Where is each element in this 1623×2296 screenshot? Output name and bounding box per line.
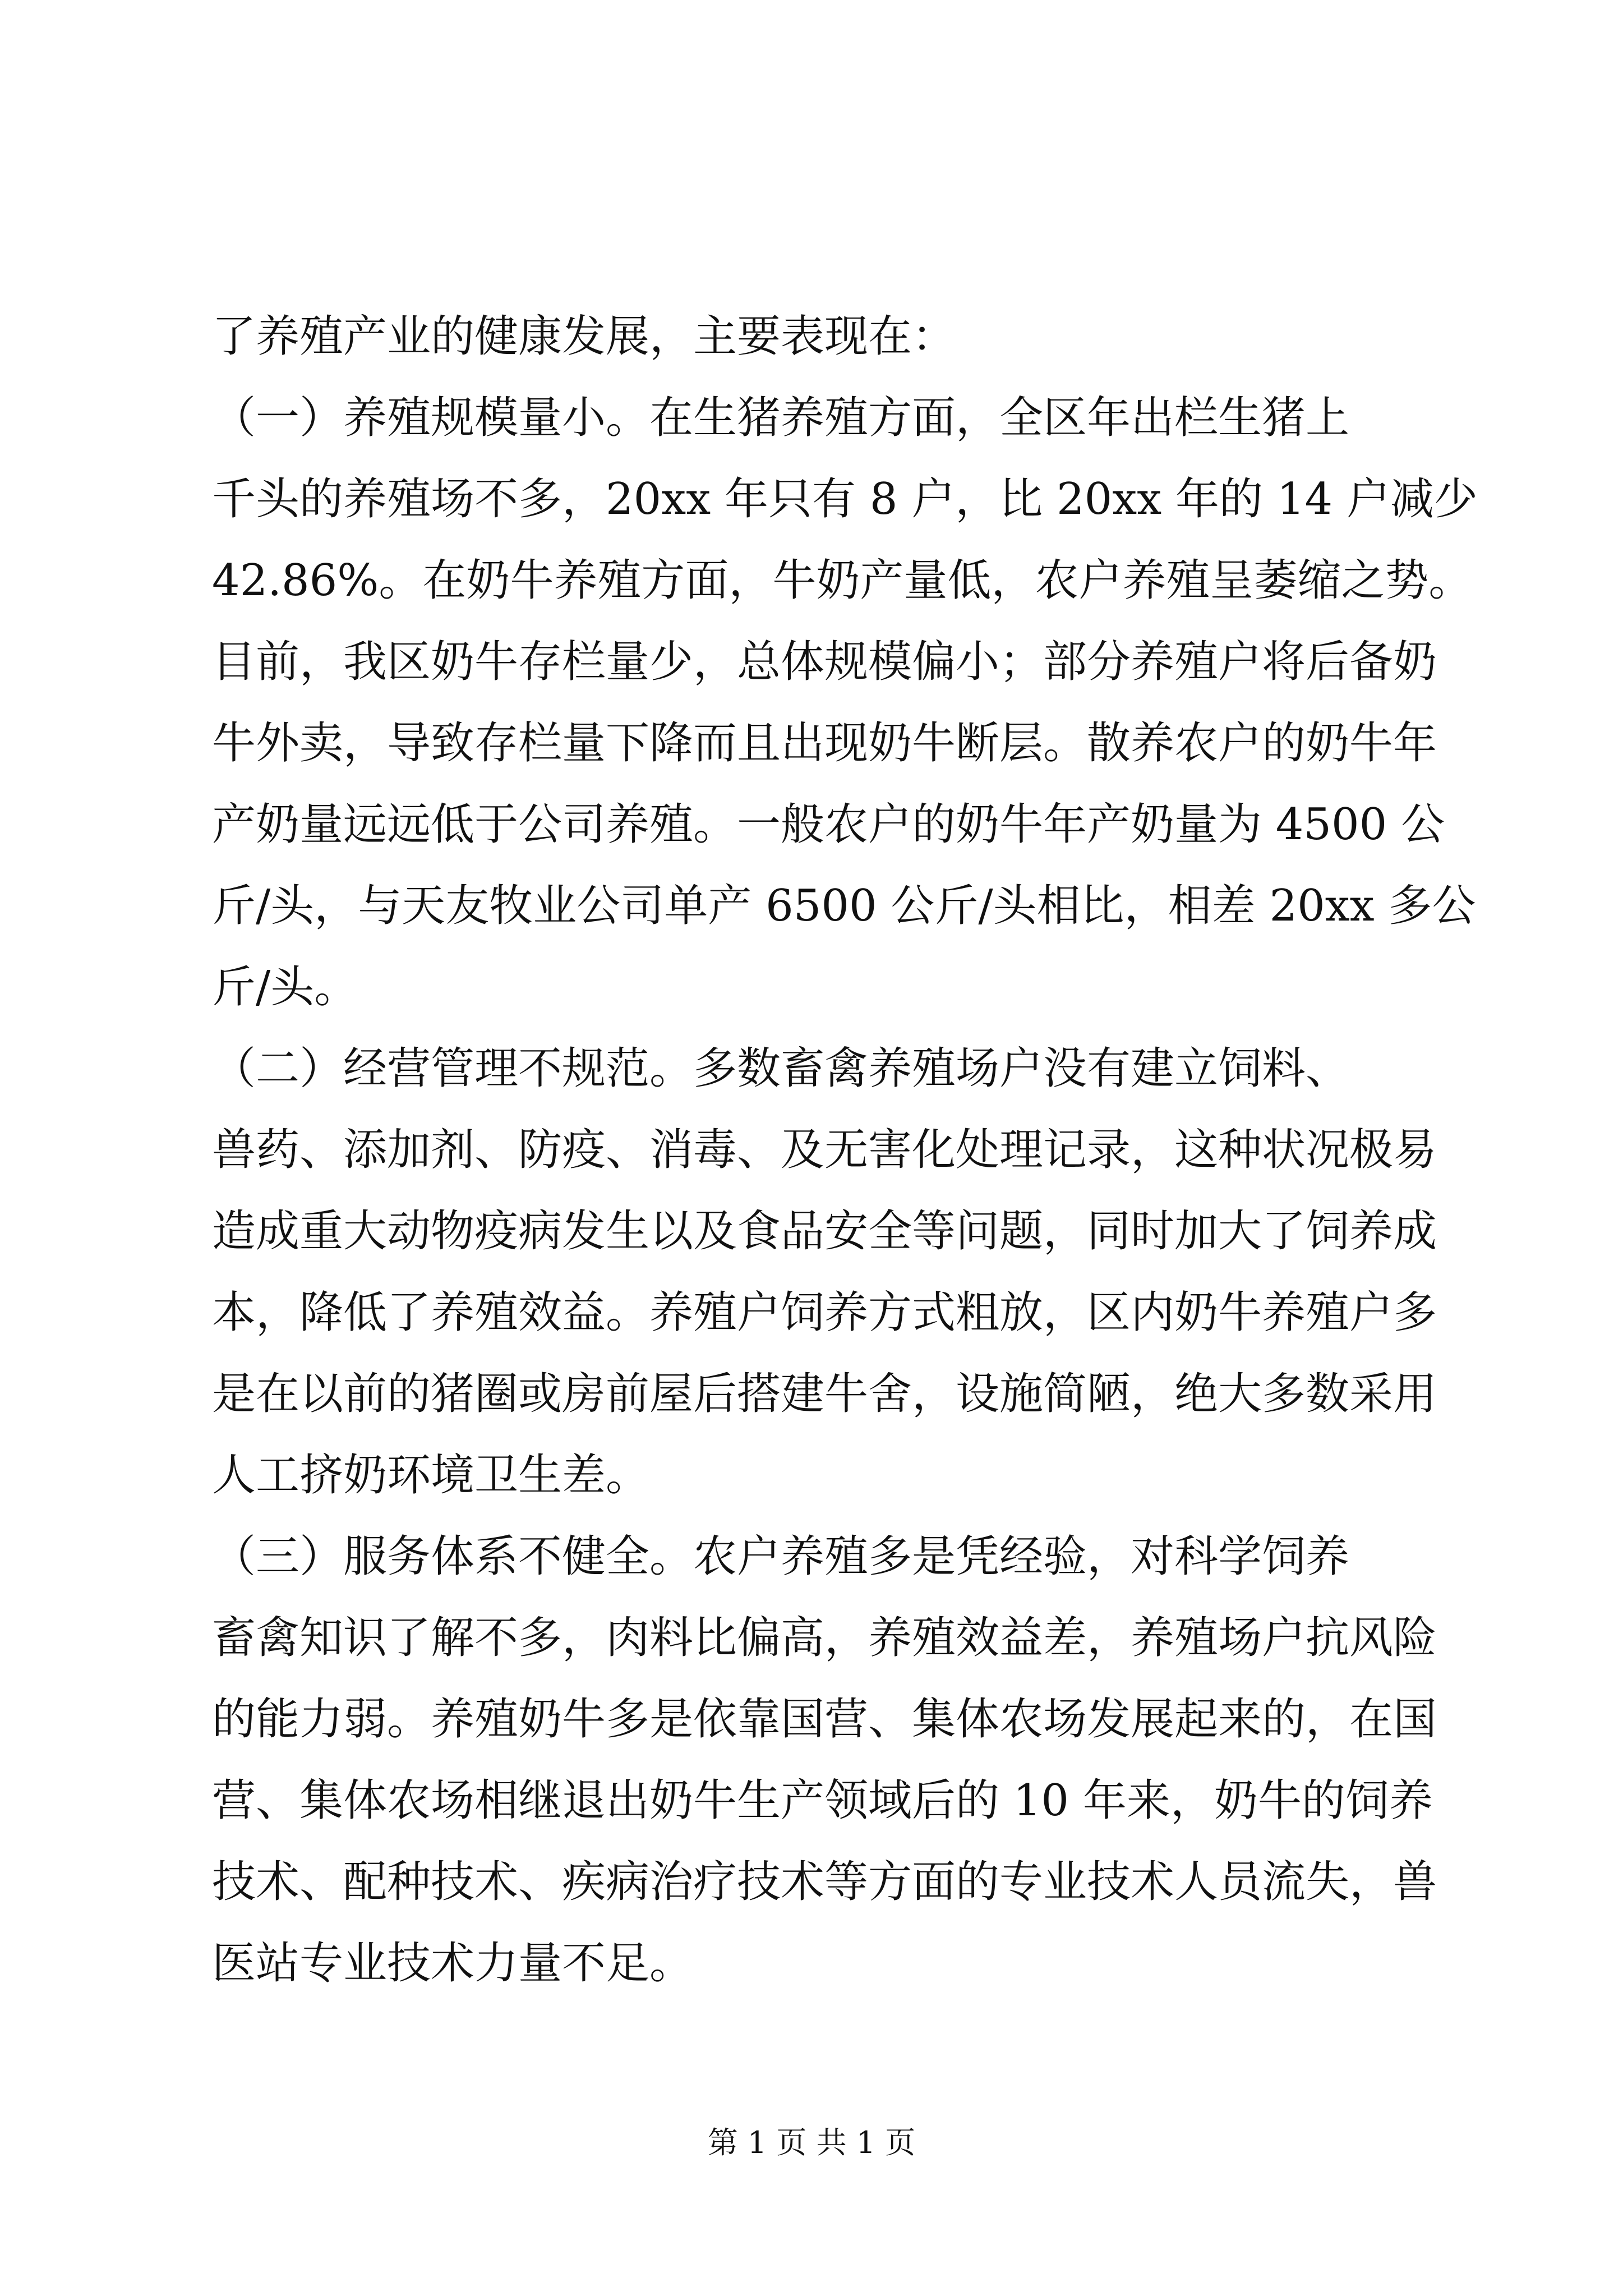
text-line: 了养殖产业的健康发展，主要表现在：	[212, 311, 956, 362]
text-line: （三）服务体系不健全。农户养殖多是凭经验，对科学饲养	[212, 1531, 1350, 1582]
text-line: 营、集体农场相继退出奶牛生产领域后的 10 年来，奶牛的饲养	[212, 1775, 1433, 1826]
text-line: 千头的养殖场不多，20xx 年只有 8 户，比 20xx 年的 14 户减少	[212, 474, 1478, 524]
text-line: 造成重大动物疫病发生以及食品安全等问题，同时加大了饲养成	[212, 1206, 1437, 1257]
text-line: 斤/头。	[212, 962, 358, 1013]
text-line: 兽药、添加剂、防疫、消毒、及无害化处理记录，这种状况极易	[212, 1125, 1437, 1175]
page-number-footer: 第 1 页 共 1 页	[707, 2125, 916, 2160]
text-line: 技术、配种技术、疾病治疗技术等方面的专业技术人员流失，兽	[212, 1857, 1437, 1907]
text-line: 本，降低了养殖效益。养殖户饲养方式粗放，区内奶牛养殖户多	[212, 1287, 1437, 1338]
text-line: 42.86%。在奶牛养殖方面，牛奶产量低，农户养殖呈萎缩之势。	[212, 555, 1473, 606]
text-line: 人工挤奶环境卫生差。	[212, 1450, 650, 1501]
text-line: 畜禽知识了解不多，肉料比偏高，养殖效益差，养殖场户抗风险	[212, 1613, 1437, 1663]
text-line: 斤/头，与天友牧业公司单产 6500 公斤/头相比，相差 20xx 多公	[212, 881, 1476, 931]
text-line: （一）养殖规模量小。在生猪养殖方面，全区年出栏生猪上	[212, 393, 1350, 443]
text-line: （二）经营管理不规范。多数畜禽养殖场户没有建立饲料、	[212, 1043, 1350, 1094]
text-line: 是在以前的猪圈或房前屋后搭建牛舍，设施简陋，绝大多数采用	[212, 1369, 1437, 1419]
text-line: 医站专业技术力量不足。	[212, 1938, 694, 1989]
text-line: 目前，我区奶牛存栏量少，总体规模偏小；部分养殖户将后备奶	[212, 637, 1437, 687]
text-line: 的能力弱。养殖奶牛多是依靠国营、集体农场发展起来的，在国	[212, 1694, 1437, 1745]
text-line: 牛外卖，导致存栏量下降而且出现奶牛断层。散养农户的奶牛年	[212, 718, 1437, 769]
text-line: 产奶量远远低于公司养殖。一般农户的奶牛年产奶量为 4500 公	[212, 799, 1445, 850]
